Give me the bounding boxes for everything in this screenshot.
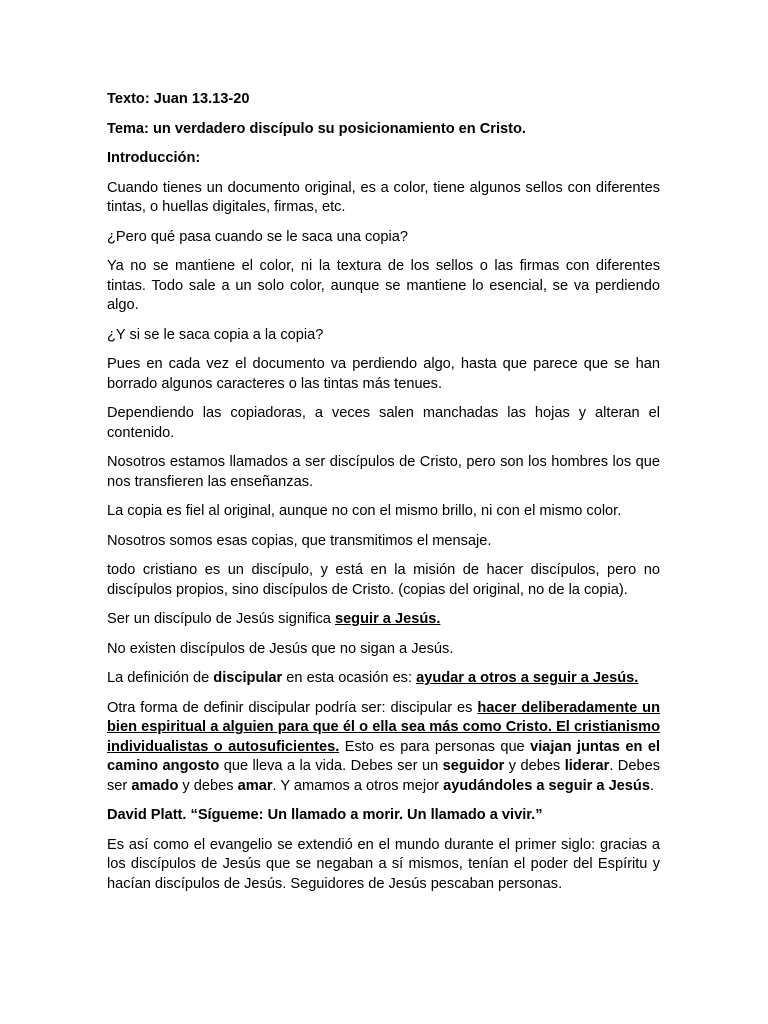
text-span: . Debes ser [107,758,660,794]
text-span: que lleva a la vida. Debes ser un [219,758,443,774]
paragraph-original-document: Cuando tienes un documento original, es a color, tiene algunos sellos con diferentes tintas, o huellas digitales, firmas, etc. [107,179,660,215]
scripture-reference: Texto: Juan 13.13-20 [107,91,250,107]
text-span: Otra forma de definir discipular podría ser: discipular es [107,699,478,716]
paragraph-gospel-spread: Es así como el evangelio se extendió en el mundo durante el primer siglo: gracias a los discípulos de Jesús que se negaban a sí mismos, tenían el poder del Espíritu y hacían discípulos de Jesús. Seguidores de Jesús pescaban personas. [107,836,660,892]
text-span: y debes [178,777,238,794]
paragraph-other-definition [107,699,660,797]
text-span: y debes [504,758,565,774]
bold-phrase: ayudándoles a seguir a Jesús [443,777,650,794]
text-span: Esto es para personas que [339,738,531,755]
paragraph-definition [107,669,660,689]
text-span: La definición de [107,670,214,686]
paragraph-no-disciples: No existen discípulos de Jesús que no sigan a Jesús. [107,640,454,657]
paragraph-color-lost: Ya no se mantiene el color, ni la textura de los sellos o las firmas con diferentes tintas. Todo sale a un solo color, aunque se mantiene lo esencial, se va perdiendo algo. [107,258,660,313]
term-discipular: discipular [213,670,283,686]
paragraph-every-christian: todo cristiano es un discípulo, y está en la misión de hacer discípulos, pero no discípulos propios, sino discípulos de Cristo. (copias del original, no de la copia). [107,562,660,598]
sermon-theme: Tema: un verdadero discípulo su posicionamiento en Cristo. [107,120,526,137]
paragraph-called-disciples: Nosotros estamos llamados a ser discípulos de Cristo, pero son los hombres los que nos transfieren las enseñanzas. [107,454,660,490]
paragraph-copiers: Dependiendo las copiadoras, a veces salen manchadas las hojas y alteran el contenido. [107,405,660,441]
emphasis-follow-jesus: seguir a Jesús. [334,611,441,627]
bold-phrase: seguidor [442,758,505,774]
definition-emphasis: ayudar a otros a seguir a Jesús. [416,670,639,686]
bold-phrase: viajan juntas en el camino angosto [107,738,660,774]
paragraph-we-are-copies: Nosotros somos esas copias, que transmitimos el mensaje. [107,532,492,549]
definition-emphasis: hacer deliberadamente un bien espiritual a alguien para que él o ella sea más como Cristo. El cristianismo individualistas o autosuficientes. [107,699,660,755]
bold-phrase: amar [237,777,273,794]
bold-phrase: liderar [564,758,610,774]
paragraph-losing-something: Pues en cada vez el documento va perdiendo algo, hasta que parece que se han borrado algunos caracteres o las tintas más tenues. [107,356,660,392]
text-span: en esta ocasión es: [282,670,417,686]
book-quote-attribution: David Platt. “Sígueme: Un llamado a morir. Un llamado a vivir.” [107,807,543,823]
text-span: Ser un discípulo de Jesús significa [107,611,335,627]
bold-phrase: amado [131,777,179,794]
paragraph-faithful-copy: La copia es fiel al original, aunque no con el mismo brillo, ni con el mismo color. [107,503,622,519]
paragraph-copy-of-copy: ¿Y si se le saca copia a la copia? [107,326,324,343]
paragraph-follow-jesus [107,610,660,630]
document-page [107,90,660,904]
text-span: . Y amamos a otros mejor [272,777,444,794]
paragraph-copy-question: ¿Pero qué pasa cuando se le saca una copia? [107,228,409,245]
text-span: . [649,777,655,794]
introduction-heading: Introducción: [107,150,201,166]
